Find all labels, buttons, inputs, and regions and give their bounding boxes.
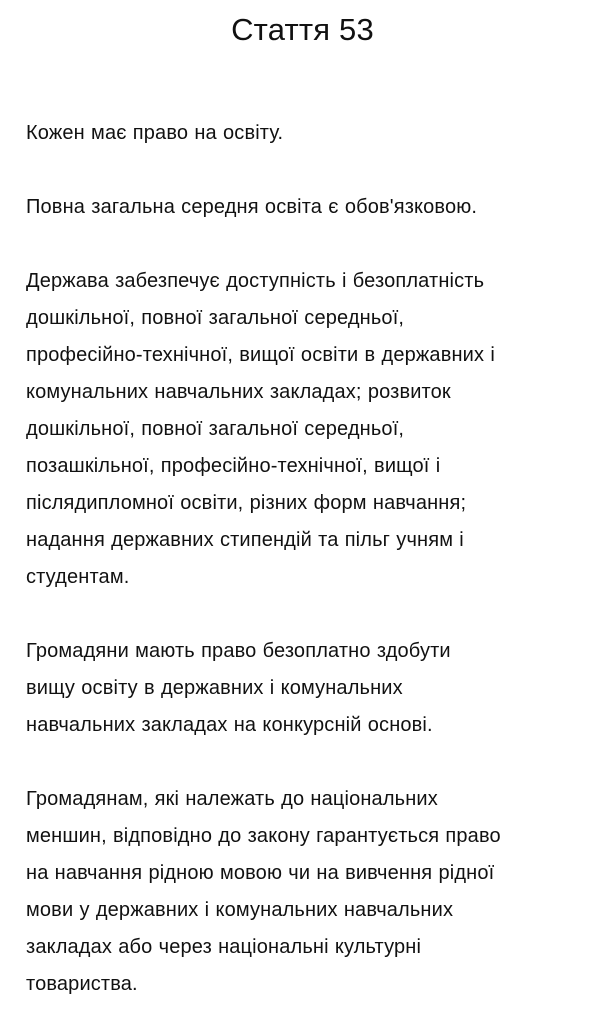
paragraph-state-guarantees [26,263,579,596]
text-line: позашкільної, професійно-технічної, вищої і [26,455,441,477]
text-line: Кожен має право на освіту. [26,122,284,144]
text-line: товариства. [26,973,138,995]
text-line: професійно-технічної, вищої освіти в державних і [26,344,495,366]
text-line: навчальних закладах на конкурсній основі. [26,714,433,736]
text-line: мови у державних і комунальних навчальних [26,899,454,921]
text-line: Держава забезпечує доступність і безоплатність [26,270,485,292]
paragraph-right-to-education [26,115,579,152]
text-line: студентам. [26,566,130,588]
text-line: закладах або через національні культурні [26,936,422,958]
text-line: вищу освіту в державних і комунальних [26,677,403,699]
text-line: Громадянам, які належать до національних [26,788,438,810]
text-line: меншин, відповідно до закону гарантується право [26,825,501,847]
text-line: післядипломної освіти, різних форм навчання; [26,492,467,514]
text-line: дошкільної, повної загальної середньої, [26,418,405,440]
text-line: Повна загальна середня освіта є обов'язковою. [26,196,478,218]
text-line: на навчання рідною мовою чи на вивчення рідної [26,862,495,884]
paragraph-higher-education [26,633,579,744]
text-line: надання державних стипендій та пільг учням і [26,529,464,551]
article-title: Стаття 53 [231,12,374,47]
text-line: дошкільної, повної загальної середньої, [26,307,405,329]
article-body [26,115,579,1003]
paragraph-national-minorities [26,781,579,1003]
text-line: комунальних навчальних закладах; розвиток [26,381,451,403]
paragraph-compulsory-education [26,189,579,226]
text-line: Громадяни мають право безоплатно здобути [26,640,451,662]
